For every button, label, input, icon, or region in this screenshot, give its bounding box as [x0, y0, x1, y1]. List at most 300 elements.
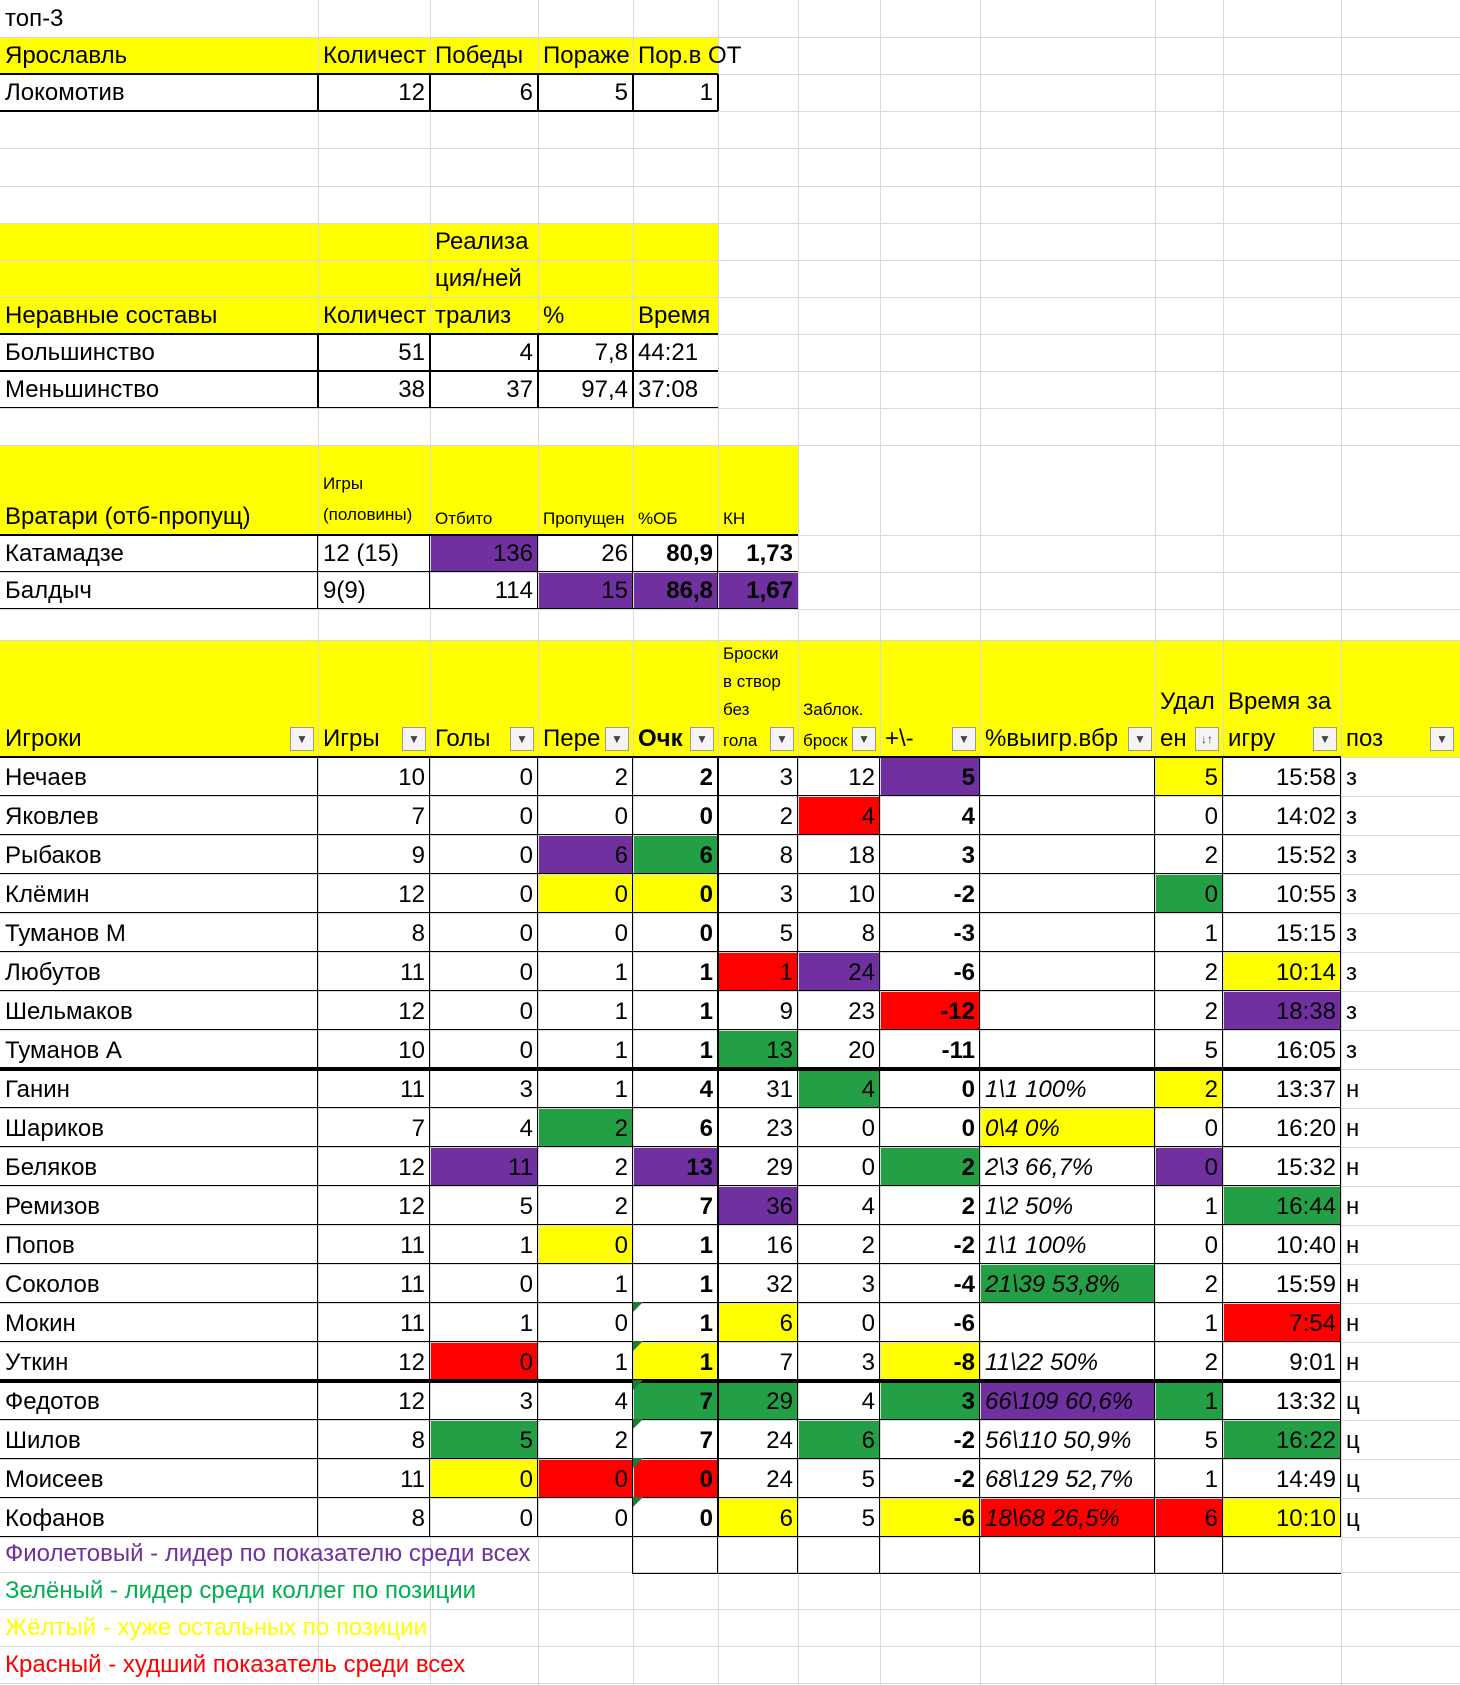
player-goals-cell[interactable]: 0 [519, 803, 533, 831]
player-assists-cell[interactable]: 1 [614, 1076, 628, 1104]
team-games[interactable]: 12 [398, 79, 425, 107]
player-pm-cell[interactable]: 2 [961, 1154, 975, 1182]
player-games-cell[interactable]: 9 [411, 842, 425, 870]
player-name-cell[interactable]: Клёмин [5, 881, 90, 909]
player-toi-cell[interactable]: 16:20 [1275, 1115, 1336, 1143]
player-goals-cell[interactable]: 5 [519, 1193, 533, 1221]
player-pim-cell[interactable]: 2 [1204, 1076, 1218, 1104]
player-fo-cell[interactable] [980, 913, 1155, 952]
goalie-against[interactable]: 26 [601, 540, 628, 568]
header-games[interactable]: Игры [323, 725, 380, 753]
team-name[interactable]: Локомотив [5, 79, 125, 107]
player-toi-cell[interactable]: 13:32 [1275, 1388, 1336, 1416]
player-pim-cell[interactable]: 1 [1204, 1466, 1218, 1494]
player-pim-cell[interactable]: 1 [1204, 1310, 1218, 1338]
player-pos-cell[interactable]: н [1346, 1349, 1360, 1377]
team-header-wins[interactable]: Победы [435, 42, 524, 70]
player-points-cell[interactable]: 0 [699, 881, 713, 909]
player-blocked-cell[interactable]: 3 [861, 1271, 875, 1299]
player-points-cell[interactable]: 1 [699, 1310, 713, 1338]
player-shots-cell[interactable]: 16 [766, 1232, 793, 1260]
player-pos-cell[interactable]: ц [1346, 1505, 1360, 1533]
pp-goals[interactable]: 4 [519, 339, 533, 367]
player-games-cell[interactable]: 11 [400, 1271, 425, 1299]
player-pos-cell[interactable]: ц [1346, 1466, 1360, 1494]
player-shots-cell[interactable]: 32 [766, 1271, 793, 1299]
player-name-cell[interactable]: Рыбаков [5, 842, 102, 870]
header-shots-4[interactable]: гола [723, 731, 758, 751]
player-goals-cell[interactable]: 0 [519, 1037, 533, 1065]
player-assists-cell[interactable]: 1 [614, 1037, 628, 1065]
header-shots-1[interactable]: Броски [723, 644, 779, 664]
player-assists-cell[interactable]: 1 [614, 1271, 628, 1299]
player-toi-cell[interactable]: 15:15 [1275, 920, 1336, 948]
player-games-cell[interactable]: 8 [411, 1427, 425, 1455]
player-points-cell[interactable]: 7 [699, 1427, 713, 1455]
player-shots-cell[interactable]: 6 [779, 1505, 793, 1533]
special-header-time[interactable]: Время [638, 302, 711, 330]
goalie-name[interactable]: Катамадзе [5, 540, 124, 568]
player-name-cell[interactable]: Туманов М [5, 920, 126, 948]
special-title[interactable]: Неравные составы [5, 302, 218, 330]
player-pos-cell[interactable]: ц [1346, 1388, 1360, 1416]
player-shots-cell[interactable]: 24 [766, 1466, 793, 1494]
player-pos-cell[interactable]: з [1346, 920, 1358, 948]
player-pm-cell[interactable]: 2 [961, 1193, 975, 1221]
player-pos-cell[interactable]: з [1346, 842, 1358, 870]
player-blocked-cell[interactable]: 5 [861, 1466, 875, 1494]
player-blocked-cell[interactable]: 3 [861, 1349, 875, 1377]
player-name-cell[interactable]: Кофанов [5, 1505, 105, 1533]
player-games-cell[interactable]: 12 [398, 881, 425, 909]
player-pos-cell[interactable]: н [1346, 1310, 1360, 1338]
player-pim-cell[interactable]: 2 [1204, 998, 1218, 1026]
goalie-header-against[interactable]: Пропущен [543, 509, 625, 529]
player-assists-cell[interactable]: 0 [614, 803, 628, 831]
player-games-cell[interactable]: 7 [411, 1115, 425, 1143]
header-position[interactable]: поз [1346, 725, 1384, 753]
player-name-cell[interactable]: Нечаев [5, 764, 87, 792]
player-pm-cell[interactable]: 3 [961, 1388, 975, 1416]
player-assists-cell[interactable]: 1 [614, 998, 628, 1026]
player-goals-cell[interactable]: 0 [519, 998, 533, 1026]
player-points-cell[interactable]: 13 [686, 1154, 713, 1182]
player-fo-cell[interactable]: 1\2 50% [985, 1193, 1074, 1221]
player-fo-cell[interactable] [980, 757, 1155, 796]
player-pm-cell[interactable]: -6 [953, 959, 975, 987]
player-toi-cell[interactable]: 15:58 [1275, 764, 1336, 792]
filter-dropdown-icon[interactable]: ▼ [402, 727, 426, 751]
player-games-cell[interactable]: 11 [400, 1232, 425, 1260]
player-goals-cell[interactable]: 0 [519, 1349, 533, 1377]
player-shots-cell[interactable]: 9 [779, 998, 793, 1026]
player-toi-cell[interactable]: 15:32 [1275, 1154, 1336, 1182]
filter-dropdown-icon[interactable]: ▼ [1430, 727, 1454, 751]
header-blocked-2[interactable]: броск [803, 731, 848, 751]
player-shots-cell[interactable]: 8 [779, 842, 793, 870]
player-assists-cell[interactable]: 2 [614, 1193, 628, 1221]
player-blocked-cell[interactable]: 12 [848, 764, 875, 792]
player-toi-cell[interactable]: 14:02 [1275, 803, 1336, 831]
player-blocked-cell[interactable]: 0 [861, 1310, 875, 1338]
goalie-header-games-2[interactable]: (половины) [323, 505, 413, 525]
player-assists-cell[interactable]: 0 [614, 1466, 628, 1494]
player-toi-cell[interactable]: 10:10 [1275, 1505, 1336, 1533]
player-blocked-cell[interactable]: 6 [861, 1427, 875, 1455]
pk-kills[interactable]: 37 [506, 376, 533, 404]
player-fo-cell[interactable]: 56\110 50,9% [985, 1427, 1132, 1455]
player-shots-cell[interactable]: 7 [779, 1349, 793, 1377]
filter-dropdown-icon[interactable]: ▼ [690, 727, 714, 751]
header-goals[interactable]: Голы [435, 725, 491, 753]
player-points-cell[interactable]: 1 [699, 1232, 713, 1260]
player-fo-cell[interactable] [980, 835, 1155, 874]
player-fo-cell[interactable] [980, 1303, 1155, 1342]
player-pos-cell[interactable]: н [1346, 1115, 1360, 1143]
player-name-cell[interactable]: Ремизов [5, 1193, 101, 1221]
player-shots-cell[interactable]: 2 [779, 803, 793, 831]
player-shots-cell[interactable]: 13 [766, 1037, 793, 1065]
player-shots-cell[interactable]: 3 [779, 881, 793, 909]
goalie-header-saves[interactable]: Отбито [435, 509, 493, 529]
player-pim-cell[interactable]: 0 [1204, 1232, 1218, 1260]
player-pos-cell[interactable]: з [1346, 1037, 1358, 1065]
player-games-cell[interactable]: 10 [398, 764, 425, 792]
player-goals-cell[interactable]: 0 [519, 881, 533, 909]
filter-dropdown-icon[interactable]: ▼ [852, 727, 876, 751]
player-toi-cell[interactable]: 16:44 [1275, 1193, 1336, 1221]
header-faceoffs[interactable]: %выигр.вбр [985, 725, 1119, 753]
player-assists-cell[interactable]: 0 [614, 1310, 628, 1338]
player-pm-cell[interactable]: -2 [953, 1427, 975, 1455]
player-games-cell[interactable]: 12 [398, 1154, 425, 1182]
player-blocked-cell[interactable]: 0 [861, 1154, 875, 1182]
player-fo-cell[interactable]: 21\39 53,8% [985, 1271, 1120, 1299]
player-fo-cell[interactable] [980, 874, 1155, 913]
player-pm-cell[interactable]: -2 [953, 1466, 975, 1494]
player-goals-cell[interactable]: 0 [519, 1466, 533, 1494]
filter-dropdown-icon[interactable]: ▼ [510, 727, 534, 751]
player-toi-cell[interactable]: 7:54 [1289, 1310, 1336, 1338]
goalie-header-gaa[interactable]: КН [723, 509, 746, 529]
player-pm-cell[interactable]: -2 [953, 1232, 975, 1260]
pp-time[interactable]: 44:21 [638, 339, 699, 367]
header-assists[interactable]: Пере [543, 725, 601, 753]
player-pim-cell[interactable]: 0 [1204, 803, 1218, 831]
player-fo-cell[interactable]: 2\3 66,7% [985, 1154, 1094, 1182]
header-points[interactable]: Очк [638, 725, 683, 753]
player-pm-cell[interactable]: -8 [953, 1349, 975, 1377]
filter-dropdown-icon[interactable]: ▼ [290, 727, 314, 751]
special-header-pct[interactable]: % [543, 302, 565, 330]
header-pim-1[interactable]: Удал [1160, 688, 1215, 716]
player-assists-cell[interactable]: 0 [614, 920, 628, 948]
player-pos-cell[interactable]: ц [1346, 1427, 1360, 1455]
player-pm-cell[interactable]: -4 [953, 1271, 975, 1299]
player-pos-cell[interactable]: н [1346, 1076, 1360, 1104]
player-toi-cell[interactable]: 13:37 [1275, 1076, 1336, 1104]
player-pim-cell[interactable]: 6 [1204, 1505, 1218, 1533]
player-blocked-cell[interactable]: 4 [861, 1076, 875, 1104]
sort-filter-icon[interactable]: ↓↑ [1195, 727, 1219, 751]
player-toi-cell[interactable]: 10:14 [1275, 959, 1336, 987]
player-pim-cell[interactable]: 2 [1204, 842, 1218, 870]
player-name-cell[interactable]: Шилов [5, 1427, 81, 1455]
player-blocked-cell[interactable]: 8 [861, 920, 875, 948]
player-assists-cell[interactable]: 6 [614, 842, 628, 870]
special-header-real-2[interactable]: ция/ней [435, 265, 522, 293]
goalie-gaa[interactable]: 1,67 [746, 577, 793, 605]
player-name-cell[interactable]: Моисеев [5, 1466, 104, 1494]
player-pm-cell[interactable]: 3 [961, 842, 975, 870]
player-points-cell[interactable]: 6 [699, 842, 713, 870]
player-points-cell[interactable]: 4 [699, 1076, 713, 1104]
goalie-games[interactable]: 9(9) [323, 577, 366, 605]
player-goals-cell[interactable]: 1 [519, 1232, 533, 1260]
player-toi-cell[interactable]: 10:55 [1275, 881, 1336, 909]
player-assists-cell[interactable]: 4 [614, 1388, 628, 1416]
player-pm-cell[interactable]: -2 [953, 881, 975, 909]
player-name-cell[interactable]: Попов [5, 1232, 75, 1260]
pk-label[interactable]: Меньшинство [5, 376, 160, 404]
player-points-cell[interactable]: 0 [699, 1505, 713, 1533]
player-pim-cell[interactable]: 1 [1204, 1388, 1218, 1416]
player-pos-cell[interactable]: н [1346, 1232, 1360, 1260]
goalie-saves[interactable]: 114 [494, 577, 533, 605]
pk-count[interactable]: 38 [398, 376, 425, 404]
player-pos-cell[interactable]: з [1346, 764, 1358, 792]
player-games-cell[interactable]: 7 [411, 803, 425, 831]
player-pim-cell[interactable]: 2 [1204, 959, 1218, 987]
player-toi-cell[interactable]: 15:52 [1275, 842, 1336, 870]
filter-dropdown-icon[interactable]: ▼ [1313, 727, 1337, 751]
player-pim-cell[interactable]: 2 [1204, 1271, 1218, 1299]
team-losses[interactable]: 5 [614, 79, 628, 107]
player-blocked-cell[interactable]: 0 [861, 1115, 875, 1143]
goalie-saves[interactable]: 136 [492, 540, 533, 568]
header-shots-3[interactable]: без [723, 700, 750, 720]
player-toi-cell[interactable]: 16:22 [1275, 1427, 1336, 1455]
player-points-cell[interactable]: 7 [699, 1388, 713, 1416]
header-toi-2[interactable]: игру [1228, 725, 1276, 753]
player-points-cell[interactable]: 6 [699, 1115, 713, 1143]
player-assists-cell[interactable]: 1 [614, 1349, 628, 1377]
team-header-count[interactable]: Количест [323, 42, 427, 70]
player-points-cell[interactable]: 1 [699, 1271, 713, 1299]
goalie-games[interactable]: 12 (15) [323, 540, 400, 568]
pp-count[interactable]: 51 [398, 339, 425, 367]
pk-time[interactable]: 37:08 [638, 376, 699, 404]
legend-item[interactable]: Зелёный - лидер среди коллег по позиции [5, 1577, 477, 1605]
player-fo-cell[interactable] [980, 796, 1155, 835]
header-plus-minus[interactable]: +\- [885, 725, 914, 753]
player-name-cell[interactable]: Любутов [5, 959, 101, 987]
goalie-header-pct[interactable]: %ОБ [638, 509, 678, 529]
player-games-cell[interactable]: 8 [411, 920, 425, 948]
player-pim-cell[interactable]: 0 [1204, 1154, 1218, 1182]
player-assists-cell[interactable]: 0 [614, 881, 628, 909]
player-pim-cell[interactable]: 5 [1204, 1037, 1218, 1065]
player-points-cell[interactable]: 0 [699, 803, 713, 831]
player-goals-cell[interactable]: 4 [519, 1115, 533, 1143]
player-games-cell[interactable]: 11 [400, 1310, 425, 1338]
header-shots-2[interactable]: в створ [723, 672, 781, 692]
player-pm-cell[interactable]: 5 [961, 764, 975, 792]
player-fo-cell[interactable]: 0\4 0% [985, 1115, 1060, 1143]
player-blocked-cell[interactable]: 4 [861, 1388, 875, 1416]
player-goals-cell[interactable]: 1 [519, 1310, 533, 1338]
special-header-count[interactable]: Количест [323, 302, 427, 330]
player-pm-cell[interactable]: -3 [953, 920, 975, 948]
player-fo-cell[interactable]: 1\1 100% [985, 1232, 1087, 1260]
player-blocked-cell[interactable]: 10 [848, 881, 875, 909]
player-assists-cell[interactable]: 2 [614, 1154, 628, 1182]
team-header-losses[interactable]: Пораже [543, 42, 630, 70]
player-name-cell[interactable]: Уткин [5, 1349, 69, 1377]
player-points-cell[interactable]: 0 [699, 920, 713, 948]
player-pim-cell[interactable]: 5 [1204, 1427, 1218, 1455]
player-points-cell[interactable]: 1 [699, 1349, 713, 1377]
player-blocked-cell[interactable]: 18 [848, 842, 875, 870]
player-pm-cell[interactable]: -11 [941, 1037, 975, 1065]
player-goals-cell[interactable]: 3 [519, 1076, 533, 1104]
player-shots-cell[interactable]: 5 [779, 920, 793, 948]
player-points-cell[interactable]: 2 [699, 764, 713, 792]
player-points-cell[interactable]: 1 [699, 998, 713, 1026]
player-fo-cell[interactable]: 18\68 26,5% [985, 1505, 1120, 1533]
player-blocked-cell[interactable]: 24 [848, 959, 875, 987]
goalie-against[interactable]: 15 [601, 577, 628, 605]
player-toi-cell[interactable]: 15:59 [1275, 1271, 1336, 1299]
filter-dropdown-icon[interactable]: ▼ [770, 727, 794, 751]
player-assists-cell[interactable]: 0 [614, 1232, 628, 1260]
city-label[interactable]: Ярославль [5, 42, 128, 70]
player-games-cell[interactable]: 10 [398, 1037, 425, 1065]
goalie-pct[interactable]: 86,8 [666, 577, 713, 605]
player-name-cell[interactable]: Ганин [5, 1076, 70, 1104]
player-games-cell[interactable]: 12 [398, 1349, 425, 1377]
player-pm-cell[interactable]: 4 [961, 803, 975, 831]
header-pim-2[interactable]: ен [1160, 725, 1187, 753]
player-pm-cell[interactable]: -6 [953, 1310, 975, 1338]
player-pm-cell[interactable]: -12 [940, 998, 975, 1026]
player-pm-cell[interactable]: 0 [961, 1076, 975, 1104]
player-toi-cell[interactable]: 16:05 [1275, 1037, 1336, 1065]
legend-item[interactable]: Красный - худший показатель среди всех [5, 1651, 466, 1679]
player-pim-cell[interactable]: 1 [1204, 920, 1218, 948]
player-goals-cell[interactable]: 3 [519, 1388, 533, 1416]
player-toi-cell[interactable]: 9:01 [1289, 1349, 1336, 1377]
filter-dropdown-icon[interactable]: ▼ [952, 727, 976, 751]
player-fo-cell[interactable]: 1\1 100% [985, 1076, 1087, 1104]
player-pos-cell[interactable]: з [1346, 881, 1358, 909]
player-games-cell[interactable]: 8 [411, 1505, 425, 1533]
player-fo-cell[interactable] [980, 1030, 1155, 1069]
top3-title[interactable]: топ-3 [5, 5, 64, 33]
goalie-title[interactable]: Вратари (отб-пропущ) [5, 503, 251, 531]
player-fo-cell[interactable] [980, 991, 1155, 1030]
player-pos-cell[interactable]: н [1346, 1271, 1360, 1299]
header-toi-1[interactable]: Время за [1228, 688, 1332, 716]
player-name-cell[interactable]: Яковлев [5, 803, 99, 831]
player-shots-cell[interactable]: 24 [766, 1427, 793, 1455]
team-wins[interactable]: 6 [519, 79, 533, 107]
player-assists-cell[interactable]: 1 [614, 959, 628, 987]
player-pos-cell[interactable]: з [1346, 959, 1358, 987]
player-pos-cell[interactable]: н [1346, 1154, 1360, 1182]
player-goals-cell[interactable]: 0 [519, 1505, 533, 1533]
player-name-cell[interactable]: Соколов [5, 1271, 100, 1299]
goalie-name[interactable]: Балдыч [5, 577, 92, 605]
player-fo-cell[interactable] [980, 952, 1155, 991]
special-header-real-3[interactable]: трализ [435, 302, 512, 330]
player-name-cell[interactable]: Федотов [5, 1388, 100, 1416]
filter-dropdown-icon[interactable]: ▼ [605, 727, 629, 751]
legend-item[interactable]: Фиолетовый - лидер по показателю среди всех [5, 1540, 531, 1568]
player-assists-cell[interactable]: 2 [614, 1115, 628, 1143]
player-toi-cell[interactable]: 10:40 [1275, 1232, 1336, 1260]
player-pim-cell[interactable]: 0 [1204, 1115, 1218, 1143]
player-pos-cell[interactable]: з [1346, 998, 1358, 1026]
pp-pct[interactable]: 7,8 [594, 339, 628, 367]
player-fo-cell[interactable]: 68\129 52,7% [985, 1466, 1134, 1494]
player-goals-cell[interactable]: 0 [519, 920, 533, 948]
goalie-header-games-1[interactable]: Игры [323, 474, 364, 494]
team-header-ot-losses[interactable]: Пор.в ОТ [638, 42, 742, 70]
player-games-cell[interactable]: 11 [400, 959, 425, 987]
player-shots-cell[interactable]: 1 [779, 959, 793, 987]
player-points-cell[interactable]: 1 [699, 1037, 713, 1065]
player-games-cell[interactable]: 11 [400, 1466, 425, 1494]
player-shots-cell[interactable]: 36 [766, 1193, 793, 1221]
player-toi-cell[interactable]: 18:38 [1275, 998, 1336, 1026]
player-games-cell[interactable]: 12 [398, 998, 425, 1026]
player-name-cell[interactable]: Шариков [5, 1115, 104, 1143]
player-shots-cell[interactable]: 29 [766, 1154, 793, 1182]
player-blocked-cell[interactable]: 4 [861, 803, 875, 831]
player-assists-cell[interactable]: 2 [614, 764, 628, 792]
goalie-gaa[interactable]: 1,73 [746, 540, 793, 568]
player-toi-cell[interactable]: 14:49 [1275, 1466, 1336, 1494]
player-assists-cell[interactable]: 2 [614, 1427, 628, 1455]
player-pos-cell[interactable]: н [1346, 1193, 1360, 1221]
player-goals-cell[interactable]: 5 [519, 1427, 533, 1455]
player-games-cell[interactable]: 12 [398, 1193, 425, 1221]
player-name-cell[interactable]: Беляков [5, 1154, 98, 1182]
player-goals-cell[interactable]: 0 [519, 764, 533, 792]
player-name-cell[interactable]: Шельмаков [5, 998, 133, 1026]
player-assists-cell[interactable]: 0 [614, 1505, 628, 1533]
player-goals-cell[interactable]: 0 [519, 959, 533, 987]
player-points-cell[interactable]: 7 [699, 1193, 713, 1221]
special-header-real-1[interactable]: Реализа [435, 228, 529, 256]
player-pim-cell[interactable]: 2 [1204, 1349, 1218, 1377]
player-blocked-cell[interactable]: 4 [861, 1193, 875, 1221]
player-games-cell[interactable]: 11 [400, 1076, 425, 1104]
goalie-pct[interactable]: 80,9 [666, 540, 713, 568]
pk-pct[interactable]: 97,4 [581, 376, 628, 404]
player-name-cell[interactable]: Туманов А [5, 1037, 122, 1065]
player-blocked-cell[interactable]: 5 [861, 1505, 875, 1533]
player-pm-cell[interactable]: -6 [953, 1505, 975, 1533]
player-points-cell[interactable]: 0 [699, 1466, 713, 1494]
player-blocked-cell[interactable]: 23 [848, 998, 875, 1026]
player-pim-cell[interactable]: 1 [1204, 1193, 1218, 1221]
filter-dropdown-icon[interactable]: ▼ [1128, 727, 1152, 751]
player-name-cell[interactable]: Мокин [5, 1310, 76, 1338]
player-blocked-cell[interactable]: 20 [848, 1037, 875, 1065]
player-pim-cell[interactable]: 0 [1204, 881, 1218, 909]
